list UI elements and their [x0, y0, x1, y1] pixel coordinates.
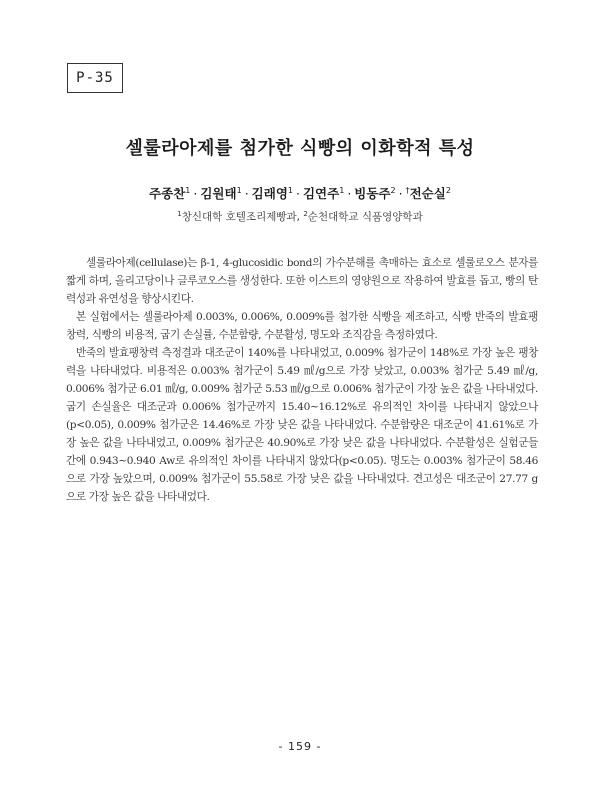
- author-name: 김원태: [200, 186, 237, 201]
- author-separator: ·: [244, 186, 249, 201]
- author-list: [0, 184, 600, 202]
- author-affiliation-mark: 2: [390, 186, 396, 195]
- abstract-body: [66, 254, 538, 506]
- author-name: 김래영: [251, 186, 288, 201]
- abstract-code: P-35: [76, 70, 114, 86]
- affiliation-line: [0, 209, 600, 224]
- author-affiliation-mark: 1: [287, 186, 293, 195]
- paper-title: 셀룰라아제를 첨가한 식빵의 이화학적 특성: [125, 138, 475, 159]
- author-name: 주종찬: [149, 186, 186, 201]
- abstract-code-box: [67, 63, 123, 93]
- author-separator: ·: [296, 186, 300, 201]
- author-separator: ·: [193, 186, 198, 201]
- affiliation-2: 순천대학교 식품영양학과: [307, 211, 423, 223]
- abstract-paragraph: 셀룰라아제(cellulase)는 β-1, 4-glucosidic bond의 가수분해를 촉매하는 효소로 셀룰로오스 분자를 짧게 하며, 올리고당이나 글루코오스를 생성한다. 또한 이스트의 영양원으로 작용하여 발효를 돕고, 빵의 탄력성과 유연성을 향상시킨다.: [66, 257, 538, 305]
- abstract-paragraph: 반죽의 발효팽창력 측정결과 대조군이 140%를 나타내었고, 0.009% 첨가군이 148%로 가장 높은 팽창력을 나타내었다. 비용적은 0.003% 첨가군이 5.49 ㎖/g으로 가장 낮았고, 0.003% 첨가군 5.49 ㎖/g, 0.006% 첨가군 6.01 ㎖/g, 0.009% 첨가군 5.53 ㎖/g으로 0.006% 첨가군이 가장 높은 값을 나타내었다. 굽기 손실율은 대조군과 0.006% 첨가군까지 15.40∼16.12%로 유의적인 차이를 나타내지 않았으나 (p<0.05), 0.009% 첨가군은 14.46%로 가장 낮은 값을 나타내었다. 수분함량은 대조군이 41.61%로 가장 높은 값을 나타내었고, 0.009% 첨가군은 40.90%로 가장 낮은 값을 나타내었다. 수분활성은 실험군들간에 0.943∼0.940 Aw로 유의적인 차이를 나타내지 않았다(p<0.05). 명도는 0.003% 첨가군이 58.46으로 가장 높았으며, 0.009% 첨가군이 55.58로 가장 낮은 값을 나타내었다. 견고성은 대조군이 27.77 g으로 가장 높은 값을 나타내었다.: [66, 347, 538, 503]
- author-affiliation-mark: 2: [445, 186, 451, 195]
- corresponding-author-mark: †: [405, 186, 410, 195]
- page-number: - 159 -: [278, 740, 322, 753]
- affiliation-mark: 2: [303, 210, 308, 218]
- author-affiliation-mark: 1: [236, 186, 242, 195]
- author-name: 전순실: [409, 186, 446, 201]
- author-name: 김연주: [302, 186, 340, 201]
- author-separator: ·: [347, 186, 352, 201]
- author-affiliation-mark: 1: [339, 186, 345, 195]
- affiliation-mark: 1: [177, 210, 182, 218]
- author-name: 빙동주: [354, 186, 391, 201]
- abstract-paragraph: 본 실험에서는 셀룰라아제 0.003%, 0.006%, 0.009%를 첨가한 식빵을 제조하고, 식빵 반죽의 발효팽창력, 식빵의 비용적, 굽기 손실률, 수분함량, 수분활성, 명도와 조직감을 측정하였다.: [66, 311, 538, 341]
- author-separator: ·: [398, 186, 403, 201]
- author-affiliation-mark: 1: [185, 186, 191, 195]
- affiliation-1: 창신대학 호텔조리제빵과,: [181, 211, 300, 223]
